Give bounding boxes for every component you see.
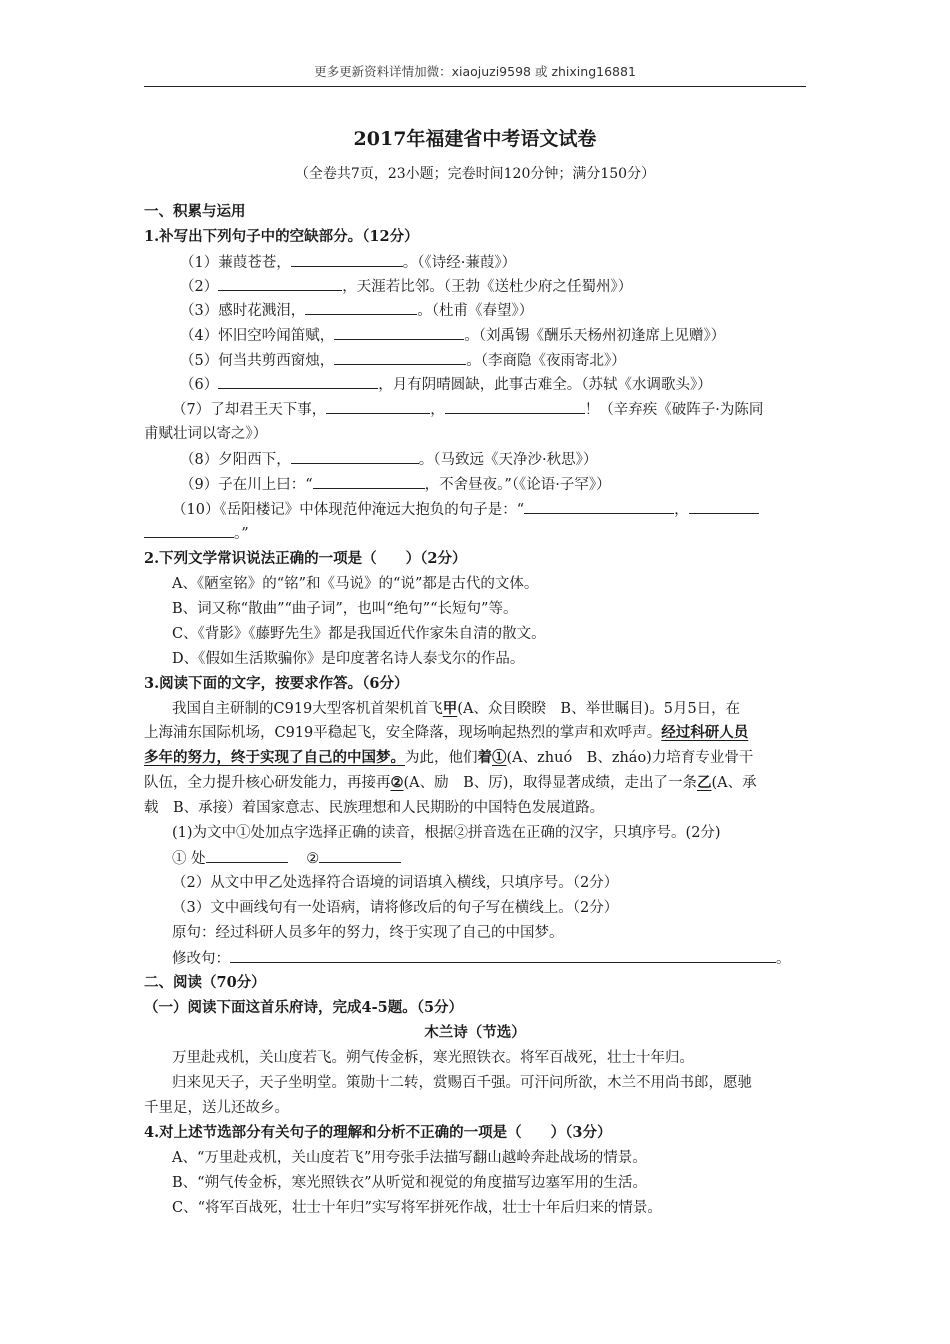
q3-passage-line-1: 我国自主研制的C919大型客机首架机首飞甲(A、众目睽睽 B、举世瞩目)。5月5日，在 bbox=[172, 700, 741, 717]
q1-item-10: （10）《岳阳楼记》中体现范仲淹远大抱负的句子是：“ ， bbox=[144, 499, 834, 520]
q1-item-3: （3）感时花溅泪， 。（杜甫《春望》） bbox=[144, 300, 842, 321]
answer-blank[interactable] bbox=[291, 252, 403, 267]
q1-item-5: （5）何当共剪西窗烛， 。（李商隐《夜雨寄北》） bbox=[144, 350, 842, 371]
q1-item-2: （2） ，天涯若比邻。（王勃《送杜少府之任蜀州》） bbox=[144, 276, 842, 297]
poem-line-1: 万里赴戎机，关山度若飞。朔气传金柝，寒光照铁衣。将军百战死，壮士十年归。 bbox=[172, 1050, 694, 1066]
q1-item-6: （6） ，月有阴晴圆缺，此事古难全。（苏轼《水调歌头》） bbox=[144, 374, 842, 395]
answer-blank[interactable] bbox=[689, 499, 759, 514]
answer-blank[interactable] bbox=[334, 325, 464, 340]
q4-stem: 4.对上述节选部分有关句子的理解和分析不正确的一项是（ ）（3分） bbox=[144, 1124, 612, 1141]
q1-item-7: （7）了却君王天下事， ， ！（辛弃疾《破阵子·为陈同 bbox=[144, 399, 834, 420]
q2-option-d: D、《假如生活欺骗你》是印度著名诗人泰戈尔的作品。 bbox=[172, 651, 525, 667]
answer-blank[interactable] bbox=[218, 276, 342, 291]
answer-blank[interactable] bbox=[445, 399, 585, 414]
poem-line-3: 千里足，送儿还故乡。 bbox=[144, 1100, 289, 1116]
q4-option-b: B、“朔气传金柝，寒光照铁衣”从听觉和视觉的角度描写边塞军用的生活。 bbox=[172, 1175, 647, 1191]
q4-option-c: C、“将军百战死，壮士十年归”实写将军拼死作战，壮士十年后归来的情景。 bbox=[172, 1200, 662, 1216]
underlined-sentence-part-2: 多年的努力，终于实现了自己的中国梦。 bbox=[144, 749, 405, 766]
answer-blank[interactable] bbox=[313, 474, 425, 489]
section2-heading: 二、阅读（70分） bbox=[144, 974, 266, 991]
dotted-char-zhe: 着 bbox=[477, 749, 492, 766]
q3-sub2: （2）从文中甲乙处选择符合语境的词语填入横线，只填序号。（2分） bbox=[172, 875, 619, 891]
q1-item-7-cont: 甫赋壮词以寄之》） bbox=[144, 426, 268, 442]
q3-sub3: （3）文中画线句有一处语病，请将修改后的句子写在横线上。（2分） bbox=[172, 900, 619, 916]
q3-sub1: (1)为文中①处加点字选择正确的读音，根据②拼音选在正确的汉字，只填序号。(2分) bbox=[172, 825, 721, 841]
section2-part1-heading: （一）阅读下面这首乐府诗，完成4-5题。（5分） bbox=[144, 999, 464, 1016]
q2-option-a: A、《陋室铭》的“铭”和《马说》的“说”都是古代的文体。 bbox=[172, 576, 539, 592]
answer-blank[interactable] bbox=[230, 948, 776, 963]
section1-heading: 一、积累与运用 bbox=[144, 203, 246, 220]
marker-circle-2: ② bbox=[390, 774, 404, 791]
answer-blank[interactable] bbox=[326, 399, 430, 414]
q2-stem: 2.下列文学常识说法正确的一项是（ ）（2分） bbox=[144, 550, 467, 567]
q1-item-8: （8）夕阳西下， 。（马致远《天净沙·秋思》） bbox=[144, 449, 842, 470]
page-header-note: 更多更新资料详情加微：xiaojuzi9598 或 zhixing16881 bbox=[314, 64, 636, 79]
header-divider bbox=[144, 86, 806, 87]
q2-option-c: C、《背影》《藤野先生》都是我国近代作家朱自清的散文。 bbox=[172, 626, 546, 642]
answer-blank[interactable] bbox=[291, 449, 419, 464]
q4-option-a: A、“万里赴戎机，关山度若飞”用夸张手法描写翻山越岭奔赴战场的情景。 bbox=[172, 1150, 647, 1166]
poem-line-2: 归来见天子，天子坐明堂。策勋十二转，赏赐百千强。可汗问所欲，木兰不用尚书郎，愿驰 bbox=[172, 1075, 752, 1091]
answer-blank[interactable] bbox=[144, 523, 234, 538]
answer-blank[interactable] bbox=[524, 499, 674, 514]
q3-passage-line-3: 多年的努力，终于实现了自己的中国梦。为此，他们着①(A、zhuó B、zháo)力培育专业骨干 bbox=[144, 749, 754, 766]
exam-subtitle: （全卷共7页，23小题；完卷时间120分钟；满分150分） bbox=[294, 166, 656, 182]
q3-sub1-answers: ① 处 ② bbox=[144, 848, 834, 869]
q1-item-1: （1）蒹葭苍苍， 。（《诗经·蒹葭》） bbox=[144, 252, 842, 273]
blank-marker-jia: 甲 bbox=[442, 700, 458, 717]
q1-stem: 1.补写出下列句子中的空缺部分。（12分） bbox=[144, 228, 419, 245]
answer-blank[interactable] bbox=[218, 374, 378, 389]
q2-option-b: B、词又称“散曲”“曲子词”，也叫“绝句”“长短句”等。 bbox=[172, 601, 518, 617]
exam-title: 2017年福建省中考语文试卷 bbox=[353, 128, 597, 150]
q1-item-9: （9）子在川上曰：“ ，不舍昼夜。”（《论语·子罕》） bbox=[144, 474, 842, 495]
q3-stem: 3.阅读下面的文字，按要求作答。（6分） bbox=[144, 675, 409, 692]
q1-item-4: （4）怀旧空吟闻笛赋， 。（刘禹锡《酬乐天杨州初逢席上见赠》） bbox=[144, 325, 842, 346]
answer-blank[interactable] bbox=[334, 350, 466, 365]
q1-item-10-cont: 。” bbox=[144, 523, 806, 544]
q3-original-sentence: 原句：经过科研人员多年的努力，终于实现了自己的中国梦。 bbox=[172, 925, 564, 941]
q3-passage-line-5: 载 B、承接）着国家意志、民族理想和人民期盼的中国特色发展道路。 bbox=[144, 800, 605, 816]
underlined-sentence-part-1: 经过科研人员 bbox=[661, 724, 749, 741]
answer-blank[interactable] bbox=[319, 848, 401, 863]
blank-marker-yi: 乙 bbox=[696, 774, 712, 791]
poem-title: 木兰诗（节选） bbox=[424, 1024, 526, 1041]
q3-revised-sentence: 修改句： 。 bbox=[144, 948, 834, 969]
q3-passage-line-2: 上海浦东国际机场，C919平稳起飞，安全降落，现场响起热烈的掌声和欢呼声。经过科研人员 bbox=[144, 724, 749, 741]
marker-circle-1: ① bbox=[492, 749, 507, 766]
answer-blank[interactable] bbox=[206, 848, 288, 863]
q3-passage-line-4: 队伍，全力提升核心研发能力，再接再②(A、励 B、厉)，取得显著成绩，走出了一条乙(A、承 bbox=[144, 774, 757, 791]
answer-blank[interactable] bbox=[305, 300, 417, 315]
